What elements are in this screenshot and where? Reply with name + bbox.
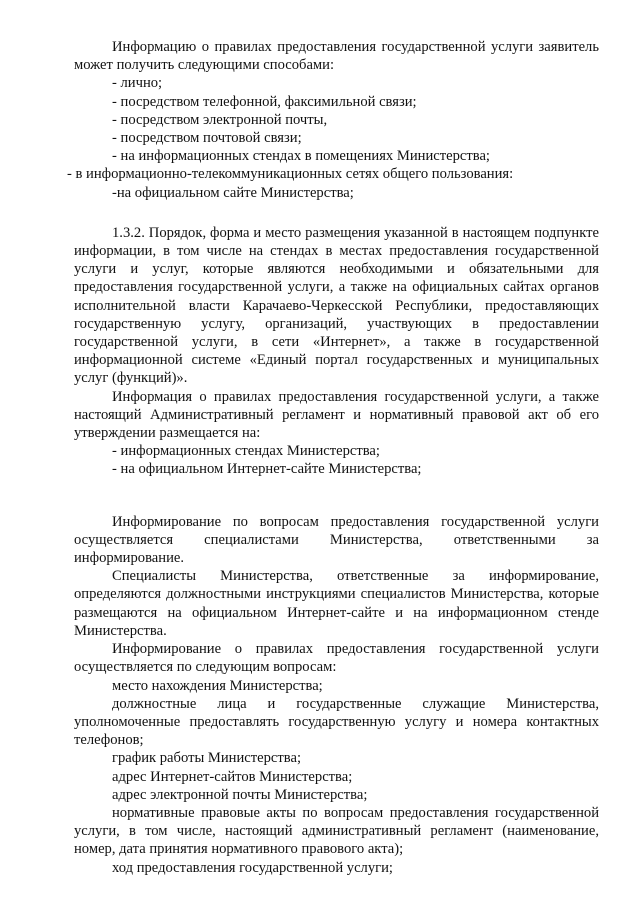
question-item-officials: должностные лица и государственные служащие Министерства, уполномоченные предоставлять государственную услугу и номера контактных телефонов; <box>74 695 599 749</box>
way-item-phone-fax: - посредством телефонной, факсимильной связи; <box>112 93 417 110</box>
question-item-legal-acts: нормативные правовые акты по вопросам предоставления государственной услуги, в том числе, настоящий административный регламент (наименование, номер, дата принятия нормативного правового акта); <box>74 804 599 858</box>
question-item-schedule: график работы Министерства; <box>112 750 302 767</box>
informing-paragraph-1: Информирование по вопросам предоставления государственной услуги осуществляется специалистами Министерства, ответственными за информирование. <box>74 513 599 567</box>
way-item-in-person: - лично; <box>112 75 163 92</box>
question-item-progress: ход предоставления государственной услуги; <box>112 859 393 876</box>
question-item-email: адрес электронной почты Министерства; <box>112 786 368 803</box>
intro-paragraph: Информацию о правилах предоставления государственной услуги заявитель может получить следующими способами: <box>74 39 599 74</box>
placement-paragraph: Информация о правилах предоставления государственной услуги, а также настоящий Административный регламент и нормативный правовой акт об его утверждении размещается на: <box>74 388 599 442</box>
way-item-stands: - на информационных стендах в помещениях Министерства; <box>112 148 490 165</box>
section-1-3-2-paragraph: 1.3.2. Порядок, форма и место размещения указанной в настоящем подпункте информации, в том числе на стендах в местах предоставления государственной услуги и услуг, которые являются необходимыми и обязательными для предоставления государственной услуги, а также на официальных сайтах органов исполнительной власти Карачаево-Черкесской Республики, предоставляющих государственную услугу, организаций, участвующих в предоставлении государственной услуги, в сети «Интернет», а также в государственной информационной системе «Единый портал государственных и муниципальных услуг (функций)». <box>74 224 599 387</box>
informing-paragraph-3: Информирование о правилах предоставления государственной услуги осуществляется по следующим вопросам: <box>74 641 599 676</box>
way-item-post: - посредством почтовой связи; <box>112 130 302 147</box>
question-item-location: место нахождения Министерства; <box>112 677 323 694</box>
document-page <box>67 38 599 877</box>
placement-item-site: - на официальном Интернет-сайте Министерства; <box>112 461 422 478</box>
placement-item-stands: - информационных стендах Министерства; <box>112 443 380 460</box>
informing-paragraph-2: Специалисты Министерства, ответственные за информирование, определяются должностными инструкциями специалистов Министерства, которые размещаются на официальном Интернет-сайте и на информационном стенде Министерства. <box>74 568 599 639</box>
spacer <box>74 479 599 513</box>
question-item-websites: адрес Интернет-сайтов Министерства; <box>112 768 353 785</box>
way-item-networks: - в информационно-телекоммуникационных сетях общего пользования: <box>67 166 514 183</box>
way-item-email: - посредством электронной почты, <box>112 111 328 128</box>
way-item-official-site: -на официальном сайте Министерства; <box>112 184 354 201</box>
spacer <box>74 202 599 224</box>
